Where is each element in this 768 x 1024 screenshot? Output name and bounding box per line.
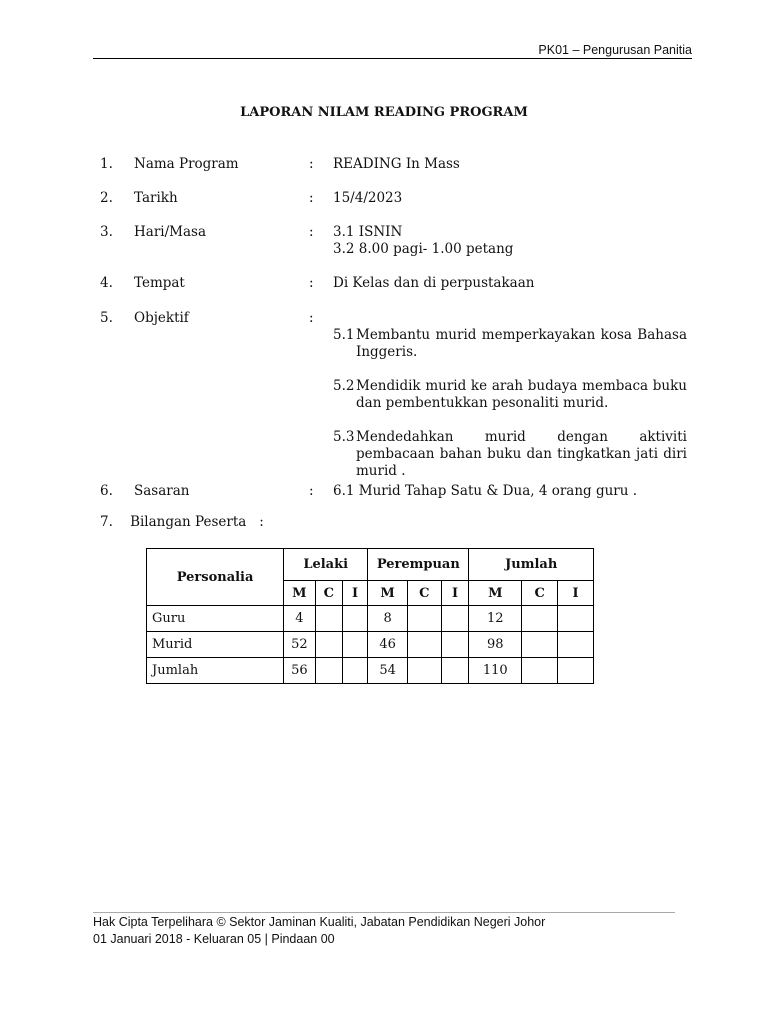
table-row bbox=[147, 658, 594, 684]
footer-revision: 01 Januari 2018 - Keluaran 05 | Pindaan 00 bbox=[93, 932, 335, 946]
objective-text: Mendedahkan murid dengan aktiviti pembacaan bahan buku dan tingkatkan jati diri murid . bbox=[356, 429, 687, 479]
item-number: 6. bbox=[100, 483, 113, 499]
item-value: 3.1 ISNIN bbox=[333, 224, 403, 240]
item-colon: : bbox=[309, 483, 314, 499]
item-colon: : bbox=[309, 190, 314, 206]
table-row bbox=[147, 606, 594, 632]
table-cell bbox=[342, 658, 367, 684]
subheader-cell: I bbox=[558, 581, 594, 606]
table-cell bbox=[441, 658, 469, 684]
table-cell: 110 bbox=[469, 658, 522, 684]
table-cell bbox=[558, 606, 594, 632]
table-cell bbox=[315, 658, 342, 684]
table-cell bbox=[522, 632, 558, 658]
objective-number: 5.2 bbox=[333, 378, 355, 394]
table-cell bbox=[342, 606, 367, 632]
item-value: READING In Mass bbox=[333, 156, 460, 172]
footer-copyright: Hak Cipta Terpelihara © Sektor Jaminan Kualiti, Jabatan Pendidikan Negeri Johor bbox=[93, 915, 546, 929]
objective-text: Membantu murid memperkayakan kosa Bahasa Inggeris. bbox=[356, 327, 687, 360]
subheader-cell: I bbox=[342, 581, 367, 606]
table-cell: 52 bbox=[284, 632, 315, 658]
table-cell bbox=[522, 606, 558, 632]
item-label: Nama Program bbox=[134, 156, 239, 172]
table-cell: 8 bbox=[368, 606, 408, 632]
table-cell bbox=[315, 632, 342, 658]
item-colon: : bbox=[259, 514, 264, 530]
row-label: Jumlah bbox=[147, 658, 284, 684]
item-number: 3. bbox=[100, 224, 113, 240]
table-cell bbox=[441, 606, 469, 632]
subheader-cell: C bbox=[315, 581, 342, 606]
group-header-lelaki: Lelaki bbox=[284, 549, 368, 581]
report-title: LAPORAN NILAM READING PROGRAM bbox=[240, 105, 528, 120]
item-value: Di Kelas dan di perpustakaan bbox=[333, 275, 535, 291]
objective-number: 5.3 bbox=[333, 429, 355, 445]
row-label: Murid bbox=[147, 632, 284, 658]
item-colon: : bbox=[309, 275, 314, 291]
table-cell bbox=[407, 606, 441, 632]
table-cell bbox=[558, 658, 594, 684]
table-cell: 12 bbox=[469, 606, 522, 632]
table-cell: 46 bbox=[368, 632, 408, 658]
objective-text: Mendidik murid ke arah budaya membaca buku dan pembentukkan pesonaliti murid. bbox=[356, 378, 687, 411]
table-cell: 98 bbox=[469, 632, 522, 658]
header-divider bbox=[93, 58, 692, 59]
item-number: 1. bbox=[100, 156, 113, 172]
item-colon: : bbox=[309, 156, 314, 172]
item-label: Hari/Masa bbox=[134, 224, 206, 240]
item-label: Tarikh bbox=[134, 190, 178, 206]
table-cell bbox=[315, 606, 342, 632]
subheader-cell: M bbox=[469, 581, 522, 606]
footer-divider bbox=[93, 912, 675, 913]
item-colon: : bbox=[309, 224, 314, 240]
bilangan-peserta-heading bbox=[100, 514, 264, 530]
subheader-cell: M bbox=[368, 581, 408, 606]
table-cell bbox=[342, 632, 367, 658]
item-value: 6.1 Murid Tahap Satu & Dua, 4 orang guru . bbox=[333, 483, 638, 499]
subheader-cell: M bbox=[284, 581, 315, 606]
participants-table bbox=[146, 548, 594, 684]
item-colon: : bbox=[309, 310, 314, 326]
item-label: Tempat bbox=[134, 275, 185, 291]
subheader-cell: C bbox=[522, 581, 558, 606]
group-header-perempuan: Perempuan bbox=[368, 549, 469, 581]
table-cell bbox=[407, 658, 441, 684]
item-label: Objektif bbox=[134, 310, 189, 326]
table-cell: 54 bbox=[368, 658, 408, 684]
objective-item bbox=[333, 378, 687, 412]
subheader-cell: C bbox=[407, 581, 441, 606]
row-label: Guru bbox=[147, 606, 284, 632]
item-value-secondary: 3.2 8.00 pagi- 1.00 petang bbox=[333, 241, 514, 257]
table-cell: 4 bbox=[284, 606, 315, 632]
subheader-cell: I bbox=[441, 581, 469, 606]
item-label: Sasaran bbox=[134, 483, 190, 499]
table-row bbox=[147, 632, 594, 658]
objective-item bbox=[333, 429, 687, 480]
table-cell bbox=[522, 658, 558, 684]
group-header-jumlah: Jumlah bbox=[469, 549, 594, 581]
item-value: 15/4/2023 bbox=[333, 190, 403, 206]
item-number: 7. bbox=[100, 514, 113, 530]
objective-number: 5.1 bbox=[333, 327, 355, 343]
item-number: 4. bbox=[100, 275, 113, 291]
objective-item bbox=[333, 327, 687, 361]
table-cell bbox=[407, 632, 441, 658]
item-number: 5. bbox=[100, 310, 113, 326]
document-code: PK01 – Pengurusan Panitia bbox=[538, 43, 692, 57]
table-cell bbox=[558, 632, 594, 658]
table-cell: 56 bbox=[284, 658, 315, 684]
item-number: 2. bbox=[100, 190, 113, 206]
personalia-header: Personalia bbox=[147, 549, 284, 606]
table-cell bbox=[441, 632, 469, 658]
item-label: Bilangan Peserta bbox=[130, 514, 247, 530]
